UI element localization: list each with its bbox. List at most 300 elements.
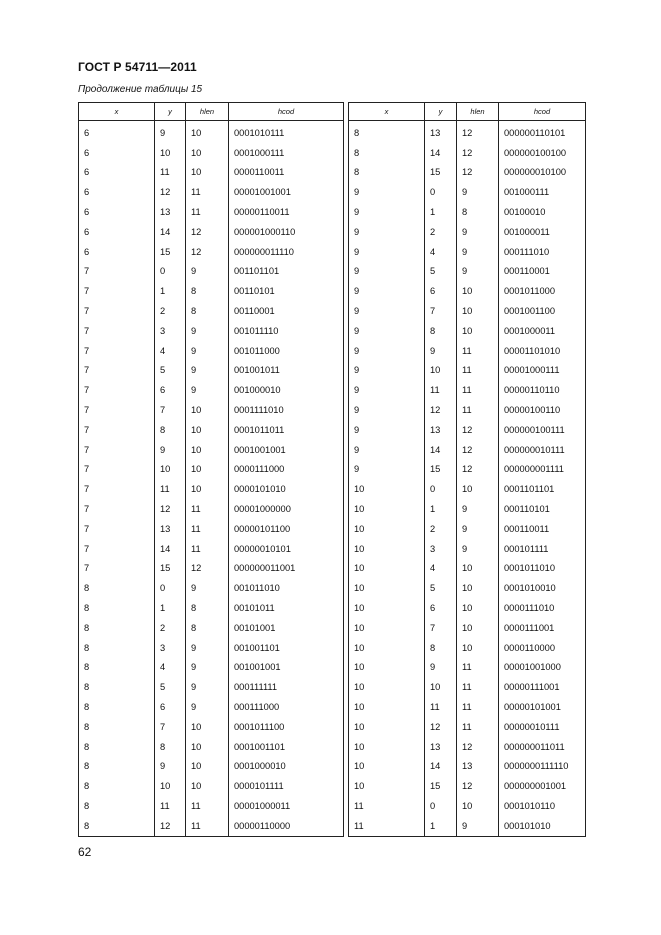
table-row: [79, 559, 344, 579]
table-row: [349, 440, 586, 460]
table-row: [79, 519, 344, 539]
cell-y: 5: [155, 361, 186, 381]
table-row: [79, 658, 344, 678]
cell-hcod: 0001011011: [229, 420, 344, 440]
cell-y: 10: [155, 776, 186, 796]
table-row: [79, 400, 344, 420]
cell-hcod: 001011000: [229, 341, 344, 361]
cell-hlen: 13: [457, 757, 499, 777]
cell-hcod: 0000111010: [499, 598, 586, 618]
cell-x: 8: [79, 757, 155, 777]
table-row: [79, 479, 344, 499]
cell-hlen: 9: [457, 242, 499, 262]
cell-hcod: 000110101: [499, 499, 586, 519]
cell-hcod: 001000010: [229, 380, 344, 400]
table-row: [349, 737, 586, 757]
table-row: [79, 776, 344, 796]
cell-hcod: 0001000010: [229, 757, 344, 777]
cell-hlen: 11: [457, 677, 499, 697]
cell-x: 10: [349, 519, 425, 539]
table-row: [79, 440, 344, 460]
cell-hcod: 001001101: [229, 638, 344, 658]
cell-hlen: 10: [186, 121, 229, 143]
page-number: 62: [78, 845, 92, 859]
cell-x: 9: [349, 440, 425, 460]
table-row: [349, 281, 586, 301]
cell-y: 6: [425, 281, 457, 301]
cell-y: 13: [425, 121, 457, 143]
cell-x: 6: [79, 182, 155, 202]
cell-x: 8: [79, 796, 155, 816]
cell-hlen: 9: [457, 816, 499, 836]
cell-y: 0: [425, 796, 457, 816]
cell-hlen: 11: [186, 816, 229, 836]
cell-x: 7: [79, 519, 155, 539]
cell-y: 13: [155, 202, 186, 222]
cell-x: 10: [349, 559, 425, 579]
cell-x: 8: [79, 737, 155, 757]
cell-hcod: 00000110000: [229, 816, 344, 836]
cell-y: 14: [155, 222, 186, 242]
document-title: ГОСТ Р 54711—2011: [78, 60, 197, 74]
cell-hcod: 001001011: [229, 361, 344, 381]
cell-hcod: 001011110: [229, 321, 344, 341]
cell-hlen: 12: [457, 420, 499, 440]
cell-x: 9: [349, 380, 425, 400]
cell-hlen: 11: [457, 361, 499, 381]
cell-x: 9: [349, 262, 425, 282]
cell-y: 14: [425, 143, 457, 163]
cell-y: 2: [155, 618, 186, 638]
cell-hlen: 10: [457, 479, 499, 499]
cell-hcod: 0000111000: [229, 460, 344, 480]
cell-hlen: 10: [457, 281, 499, 301]
cell-x: 9: [349, 321, 425, 341]
cell-x: 9: [349, 242, 425, 262]
cell-y: 8: [155, 737, 186, 757]
cell-x: 7: [79, 539, 155, 559]
cell-hlen: 10: [457, 559, 499, 579]
cell-hcod: 0000111001: [499, 618, 586, 638]
cell-hcod: 001001001: [229, 658, 344, 678]
table-row: [79, 618, 344, 638]
cell-hlen: 10: [186, 776, 229, 796]
cell-hlen: 11: [457, 380, 499, 400]
cell-x: 9: [349, 222, 425, 242]
table-row: [349, 380, 586, 400]
column-header-y: y: [155, 103, 186, 121]
code-table-right: [348, 102, 586, 837]
cell-x: 8: [79, 578, 155, 598]
cell-y: 8: [425, 638, 457, 658]
cell-hlen: 12: [186, 242, 229, 262]
cell-x: 10: [349, 697, 425, 717]
cell-hlen: 12: [457, 776, 499, 796]
cell-hcod: 0001010010: [499, 578, 586, 598]
cell-hcod: 00000010111: [499, 717, 586, 737]
cell-hcod: 001000111: [499, 182, 586, 202]
table-row: [349, 776, 586, 796]
table-caption: Продолжение таблицы 15: [78, 84, 203, 95]
cell-x: 10: [349, 757, 425, 777]
cell-y: 7: [155, 717, 186, 737]
cell-y: 12: [155, 499, 186, 519]
cell-hlen: 10: [186, 400, 229, 420]
cell-hcod: 000000011011: [499, 737, 586, 757]
cell-hcod: 000000110101: [499, 121, 586, 143]
cell-y: 2: [425, 222, 457, 242]
cell-hlen: 12: [457, 440, 499, 460]
table-row: [349, 757, 586, 777]
cell-y: 9: [425, 658, 457, 678]
table-row: [349, 816, 586, 836]
table-row: [79, 757, 344, 777]
table-row: [349, 420, 586, 440]
cell-hlen: 10: [457, 796, 499, 816]
cell-hcod: 000001000110: [229, 222, 344, 242]
cell-hlen: 9: [186, 321, 229, 341]
cell-hlen: 10: [186, 440, 229, 460]
table-header-row: [349, 103, 586, 121]
cell-x: 8: [79, 598, 155, 618]
cell-x: 8: [79, 776, 155, 796]
cell-hcod: 0001001101: [229, 737, 344, 757]
cell-hlen: 9: [457, 182, 499, 202]
table-row: [349, 479, 586, 499]
cell-y: 0: [155, 262, 186, 282]
table-row: [79, 420, 344, 440]
cell-x: 7: [79, 341, 155, 361]
table-row: [79, 222, 344, 242]
cell-y: 6: [155, 697, 186, 717]
cell-hcod: 000111111: [229, 677, 344, 697]
cell-hcod: 00100010: [499, 202, 586, 222]
cell-y: 13: [425, 420, 457, 440]
cell-y: 1: [425, 499, 457, 519]
column-header-hcod: hcod: [499, 103, 586, 121]
cell-hlen: 10: [186, 717, 229, 737]
cell-hlen: 9: [186, 361, 229, 381]
cell-x: 8: [349, 121, 425, 143]
cell-hcod: 0000101010: [229, 479, 344, 499]
cell-hcod: 000111010: [499, 242, 586, 262]
cell-y: 1: [155, 281, 186, 301]
cell-y: 11: [425, 380, 457, 400]
cell-y: 11: [425, 697, 457, 717]
cell-x: 9: [349, 361, 425, 381]
table-row: [349, 222, 586, 242]
cell-x: 8: [79, 618, 155, 638]
cell-hcod: 00101001: [229, 618, 344, 638]
table-row: [349, 361, 586, 381]
cell-y: 13: [425, 737, 457, 757]
cell-hcod: 000111000: [229, 697, 344, 717]
cell-x: 7: [79, 301, 155, 321]
cell-hcod: 00101011: [229, 598, 344, 618]
cell-x: 7: [79, 400, 155, 420]
table-row: [349, 638, 586, 658]
cell-x: 6: [79, 242, 155, 262]
cell-hlen: 10: [186, 163, 229, 183]
cell-hcod: 0000000111110: [499, 757, 586, 777]
table-row: [349, 460, 586, 480]
cell-hcod: 0000110011: [229, 163, 344, 183]
cell-x: 6: [79, 202, 155, 222]
cell-x: 7: [79, 321, 155, 341]
table-row: [79, 499, 344, 519]
cell-hlen: 8: [457, 202, 499, 222]
cell-y: 5: [425, 262, 457, 282]
cell-hcod: 0001101101: [499, 479, 586, 499]
cell-hcod: 0001010111: [229, 121, 344, 143]
table-row: [349, 182, 586, 202]
cell-y: 14: [425, 757, 457, 777]
cell-x: 6: [79, 143, 155, 163]
cell-y: 8: [425, 321, 457, 341]
cell-x: 10: [349, 479, 425, 499]
cell-y: 4: [425, 559, 457, 579]
cell-x: 9: [349, 420, 425, 440]
table-row: [79, 163, 344, 183]
cell-y: 1: [425, 816, 457, 836]
column-header-y: y: [425, 103, 457, 121]
cell-y: 15: [155, 559, 186, 579]
cell-hcod: 00001001001: [229, 182, 344, 202]
table-row: [349, 796, 586, 816]
table-row: [349, 519, 586, 539]
table-row: [349, 202, 586, 222]
cell-x: 10: [349, 499, 425, 519]
table-row: [79, 361, 344, 381]
cell-hcod: 0001010110: [499, 796, 586, 816]
cell-hlen: 9: [186, 341, 229, 361]
cell-y: 5: [425, 578, 457, 598]
cell-hlen: 9: [457, 519, 499, 539]
cell-hlen: 12: [457, 163, 499, 183]
cell-x: 7: [79, 361, 155, 381]
cell-hlen: 10: [457, 301, 499, 321]
cell-hcod: 000000100111: [499, 420, 586, 440]
cell-hlen: 11: [186, 499, 229, 519]
cell-hcod: 00001101010: [499, 341, 586, 361]
cell-hlen: 11: [457, 658, 499, 678]
cell-y: 1: [425, 202, 457, 222]
cell-hcod: 0000101111: [229, 776, 344, 796]
cell-y: 9: [155, 121, 186, 143]
cell-hcod: 00001001000: [499, 658, 586, 678]
table-row: [349, 163, 586, 183]
cell-y: 3: [425, 539, 457, 559]
table-row: [349, 301, 586, 321]
cell-x: 7: [79, 559, 155, 579]
cell-hlen: 11: [186, 539, 229, 559]
cell-x: 8: [79, 697, 155, 717]
cell-y: 15: [425, 776, 457, 796]
cell-y: 0: [425, 182, 457, 202]
cell-y: 7: [155, 400, 186, 420]
cell-hcod: 0001000011: [499, 321, 586, 341]
cell-x: 6: [79, 222, 155, 242]
cell-x: 10: [349, 737, 425, 757]
cell-hcod: 00000111001: [499, 677, 586, 697]
cell-hlen: 8: [186, 618, 229, 638]
cell-hcod: 001101101: [229, 262, 344, 282]
table-row: [79, 202, 344, 222]
cell-hlen: 9: [457, 539, 499, 559]
cell-y: 3: [155, 638, 186, 658]
table-row: [349, 618, 586, 638]
table-row: [349, 121, 586, 143]
cell-x: 8: [79, 816, 155, 836]
cell-x: 11: [349, 816, 425, 836]
cell-y: 4: [425, 242, 457, 262]
cell-x: 8: [79, 658, 155, 678]
cell-hcod: 000000100100: [499, 143, 586, 163]
cell-y: 7: [425, 301, 457, 321]
cell-hlen: 11: [186, 202, 229, 222]
cell-hcod: 001000011: [499, 222, 586, 242]
cell-hlen: 10: [186, 420, 229, 440]
cell-hcod: 0001001100: [499, 301, 586, 321]
table-row: [349, 658, 586, 678]
cell-hlen: 9: [186, 697, 229, 717]
cell-hlen: 9: [186, 380, 229, 400]
cell-hlen: 10: [457, 598, 499, 618]
cell-y: 7: [425, 618, 457, 638]
cell-hcod: 00000101001: [499, 697, 586, 717]
cell-hlen: 10: [186, 479, 229, 499]
cell-hcod: 00110001: [229, 301, 344, 321]
table-row: [79, 638, 344, 658]
cell-x: 10: [349, 717, 425, 737]
cell-hcod: 00110101: [229, 281, 344, 301]
table-body-left: [79, 121, 344, 837]
cell-hlen: 8: [186, 281, 229, 301]
cell-x: 8: [79, 677, 155, 697]
cell-hlen: 9: [186, 658, 229, 678]
table-row: [349, 143, 586, 163]
table-row: [349, 499, 586, 519]
table-row: [79, 539, 344, 559]
cell-x: 10: [349, 598, 425, 618]
table-row: [349, 559, 586, 579]
cell-hcod: 00001000011: [229, 796, 344, 816]
cell-hlen: 10: [457, 321, 499, 341]
cell-hcod: 00000100110: [499, 400, 586, 420]
cell-hcod: 000000010100: [499, 163, 586, 183]
cell-hcod: 000000011110: [229, 242, 344, 262]
cell-hcod: 000000001001: [499, 776, 586, 796]
cell-x: 7: [79, 420, 155, 440]
cell-hlen: 11: [457, 400, 499, 420]
cell-x: 7: [79, 440, 155, 460]
column-header-x: x: [79, 103, 155, 121]
column-header-x: x: [349, 103, 425, 121]
cell-y: 0: [425, 479, 457, 499]
cell-y: 12: [155, 816, 186, 836]
cell-x: 8: [79, 638, 155, 658]
cell-hcod: 000000011001: [229, 559, 344, 579]
table-row: [79, 242, 344, 262]
cell-hcod: 0001011010: [499, 559, 586, 579]
cell-hlen: 10: [457, 638, 499, 658]
cell-y: 4: [155, 658, 186, 678]
table-row: [349, 539, 586, 559]
table-row: [349, 400, 586, 420]
table-row: [79, 341, 344, 361]
cell-x: 10: [349, 578, 425, 598]
table-row: [349, 717, 586, 737]
cell-hcod: 0001011100: [229, 717, 344, 737]
cell-x: 9: [349, 202, 425, 222]
column-header-hcod: hcod: [229, 103, 344, 121]
cell-y: 10: [425, 361, 457, 381]
cell-y: 9: [155, 757, 186, 777]
cell-x: 10: [349, 638, 425, 658]
table-row: [79, 598, 344, 618]
cell-y: 9: [425, 341, 457, 361]
cell-y: 3: [155, 321, 186, 341]
cell-y: 10: [425, 677, 457, 697]
table-header-row: [79, 103, 344, 121]
cell-y: 1: [155, 598, 186, 618]
cell-hlen: 11: [457, 341, 499, 361]
table-row: [79, 281, 344, 301]
cell-hlen: 12: [457, 460, 499, 480]
column-header-hlen: hlen: [186, 103, 229, 121]
cell-y: 8: [155, 420, 186, 440]
cell-y: 11: [155, 479, 186, 499]
cell-y: 4: [155, 341, 186, 361]
cell-hlen: 12: [457, 737, 499, 757]
column-header-hlen: hlen: [457, 103, 499, 121]
table-row: [79, 321, 344, 341]
cell-hcod: 0001011000: [499, 281, 586, 301]
table-row: [79, 460, 344, 480]
table-row: [349, 677, 586, 697]
cell-x: 10: [349, 776, 425, 796]
cell-y: 2: [425, 519, 457, 539]
cell-hcod: 00001000000: [229, 499, 344, 519]
cell-hlen: 10: [186, 757, 229, 777]
cell-y: 15: [425, 460, 457, 480]
cell-hlen: 11: [186, 182, 229, 202]
table-body-right: [349, 121, 586, 837]
cell-x: 7: [79, 479, 155, 499]
cell-hlen: 10: [457, 578, 499, 598]
table-row: [79, 262, 344, 282]
code-table-left: [78, 102, 344, 837]
table-row: [79, 182, 344, 202]
cell-hlen: 9: [457, 222, 499, 242]
table-row: [79, 121, 344, 143]
cell-y: 0: [155, 578, 186, 598]
cell-x: 9: [349, 400, 425, 420]
table-row: [79, 301, 344, 321]
cell-y: 12: [425, 400, 457, 420]
cell-y: 5: [155, 677, 186, 697]
cell-y: 12: [425, 717, 457, 737]
cell-hcod: 00000101100: [229, 519, 344, 539]
cell-x: 6: [79, 163, 155, 183]
cell-x: 9: [349, 341, 425, 361]
cell-hlen: 11: [186, 519, 229, 539]
cell-hlen: 10: [186, 460, 229, 480]
cell-hlen: 8: [186, 598, 229, 618]
cell-hlen: 12: [186, 559, 229, 579]
cell-x: 10: [349, 618, 425, 638]
cell-y: 13: [155, 519, 186, 539]
